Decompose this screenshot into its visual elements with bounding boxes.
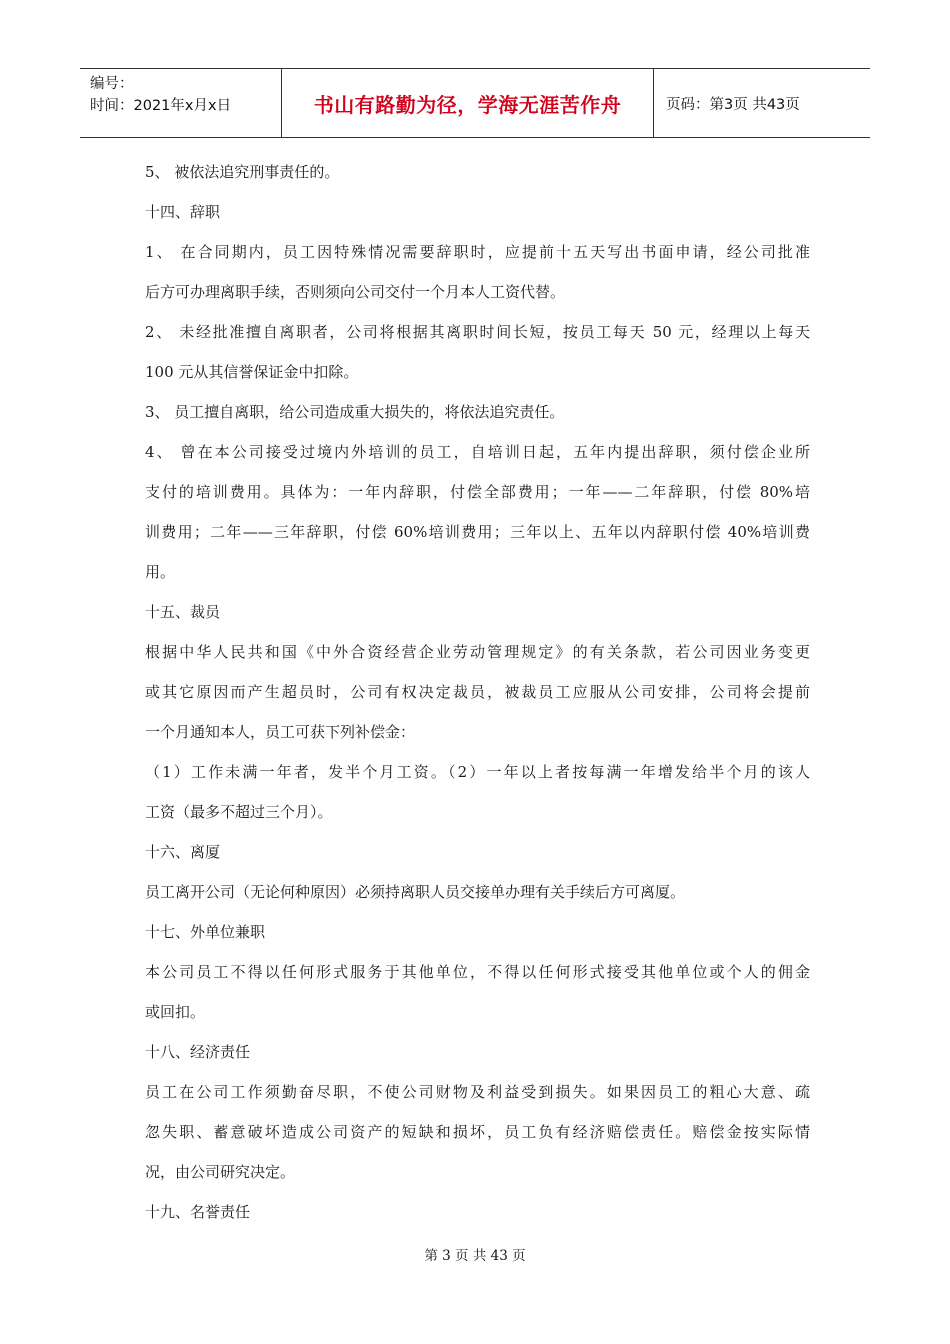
- paragraph: [145, 352, 810, 392]
- paragraph: [145, 432, 810, 472]
- paragraph: [145, 792, 810, 832]
- text-line: 后方可办理离职手续，否则须向公司交付一个月本人工资代替。: [145, 283, 566, 301]
- text-line: 支付的培训费用。具体为：一年内辞职，付偿全部费用；一年——二年辞职，付偿 80%培: [145, 483, 810, 501]
- text-line: 100 元从其信誉保证金中扣除。: [145, 363, 359, 381]
- paragraph: [145, 232, 810, 272]
- text-line: 4、 曾在本公司接受过境内外培训的员工，自培训日起，五年内提出辞职，须付偿企业所: [145, 443, 810, 461]
- header-motto: 书山有路勤为径，学海无涯苦作舟: [313, 92, 622, 117]
- text-line: 5、 被依法追究刑事责任的。: [145, 163, 340, 181]
- text-line: 训费用；二年——三年辞职，付偿 60%培训费用；三年以上、五年以内辞职付偿 40%培训费: [145, 523, 810, 541]
- paragraph: [145, 712, 810, 752]
- paragraph: [145, 1112, 810, 1152]
- paragraph: [145, 472, 810, 512]
- paragraph: [145, 632, 810, 672]
- paragraph: [145, 752, 810, 792]
- text-line: 十四、辞职: [145, 203, 221, 221]
- document-body: [145, 152, 810, 1232]
- text-line: 本公司员工不得以任何形式服务于其他单位，不得以任何形式接受其他单位或个人的佣金: [145, 963, 810, 981]
- text-line: 十八、经济责任: [145, 1043, 251, 1061]
- text-line: 或回扣。: [145, 1003, 206, 1021]
- section-heading: [145, 192, 810, 232]
- text-line: 2、 未经批准擅自离职者，公司将根据其离职时间长短，按员工每天 50 元，经理以上每天: [145, 323, 810, 341]
- header-motto-cell: [281, 69, 654, 137]
- header-page-cell: [654, 69, 870, 137]
- text-line: 一个月通知本人，员工可获下列补偿金：: [145, 723, 416, 741]
- footer-page-number: 第 3 页 共 43 页: [424, 1248, 526, 1264]
- section-heading: [145, 912, 810, 952]
- page-header: [80, 68, 870, 138]
- text-line: 用。: [145, 563, 176, 581]
- text-line: 十五、裁员: [145, 603, 221, 621]
- section-heading: [145, 832, 810, 872]
- text-line: 3、 员工擅自离职，给公司造成重大损失的，将依法追究责任。: [145, 403, 565, 421]
- paragraph: [145, 952, 810, 992]
- text-line: 或其它原因而产生超员时，公司有权决定裁员，被裁员工应服从公司安排，公司将会提前: [145, 683, 810, 701]
- paragraph: [145, 312, 810, 352]
- paragraph: [145, 1072, 810, 1112]
- page-footer: [0, 1244, 950, 1264]
- paragraph: [145, 512, 810, 552]
- text-line: 十七、外单位兼职: [145, 923, 266, 941]
- paragraph: [145, 872, 810, 912]
- paragraph: [145, 152, 810, 192]
- section-heading: [145, 592, 810, 632]
- text-line: （1）工作未满一年者，发半个月工资。（2）一年以上者按每满一年增发给半个月的该人: [145, 763, 810, 781]
- paragraph: [145, 672, 810, 712]
- text-line: 况，由公司研究决定。: [145, 1163, 296, 1181]
- text-line: 员工离开公司（无论何种原因）必须持离职人员交接单办理有关手续后方可离厦。: [145, 883, 686, 901]
- text-line: 员工在公司工作须勤奋尽职，不使公司财物及利益受到损失。如果因员工的粗心大意、疏: [145, 1083, 810, 1101]
- document-date-label: 时间：2021年x月x日: [90, 98, 232, 114]
- document-number-label: 编号：: [90, 76, 134, 92]
- section-heading: [145, 1192, 810, 1232]
- text-line: 根据中华人民共和国《中外合资经营企业劳动管理规定》的有关条款，若公司因业务变更: [145, 643, 810, 661]
- section-heading: [145, 1032, 810, 1072]
- text-line: 十六、离厦: [145, 843, 221, 861]
- text-line: 工资（最多不超过三个月）。: [145, 803, 333, 821]
- paragraph: [145, 272, 810, 312]
- paragraph: [145, 552, 810, 592]
- header-info-cell: [80, 69, 281, 137]
- paragraph: [145, 392, 810, 432]
- paragraph: [145, 1152, 810, 1192]
- text-line: 十九、名誉责任: [145, 1203, 251, 1221]
- text-line: 忽失职、蓄意破坏造成公司资产的短缺和损坏，员工负有经济赔偿责任。赔偿金按实际情: [145, 1123, 810, 1141]
- paragraph: [145, 992, 810, 1032]
- text-line: 1、 在合同期内，员工因特殊情况需要辞职时，应提前十五天写出书面申请，经公司批准: [145, 243, 810, 261]
- header-page-number: 页码：第3页 共43页: [666, 96, 800, 113]
